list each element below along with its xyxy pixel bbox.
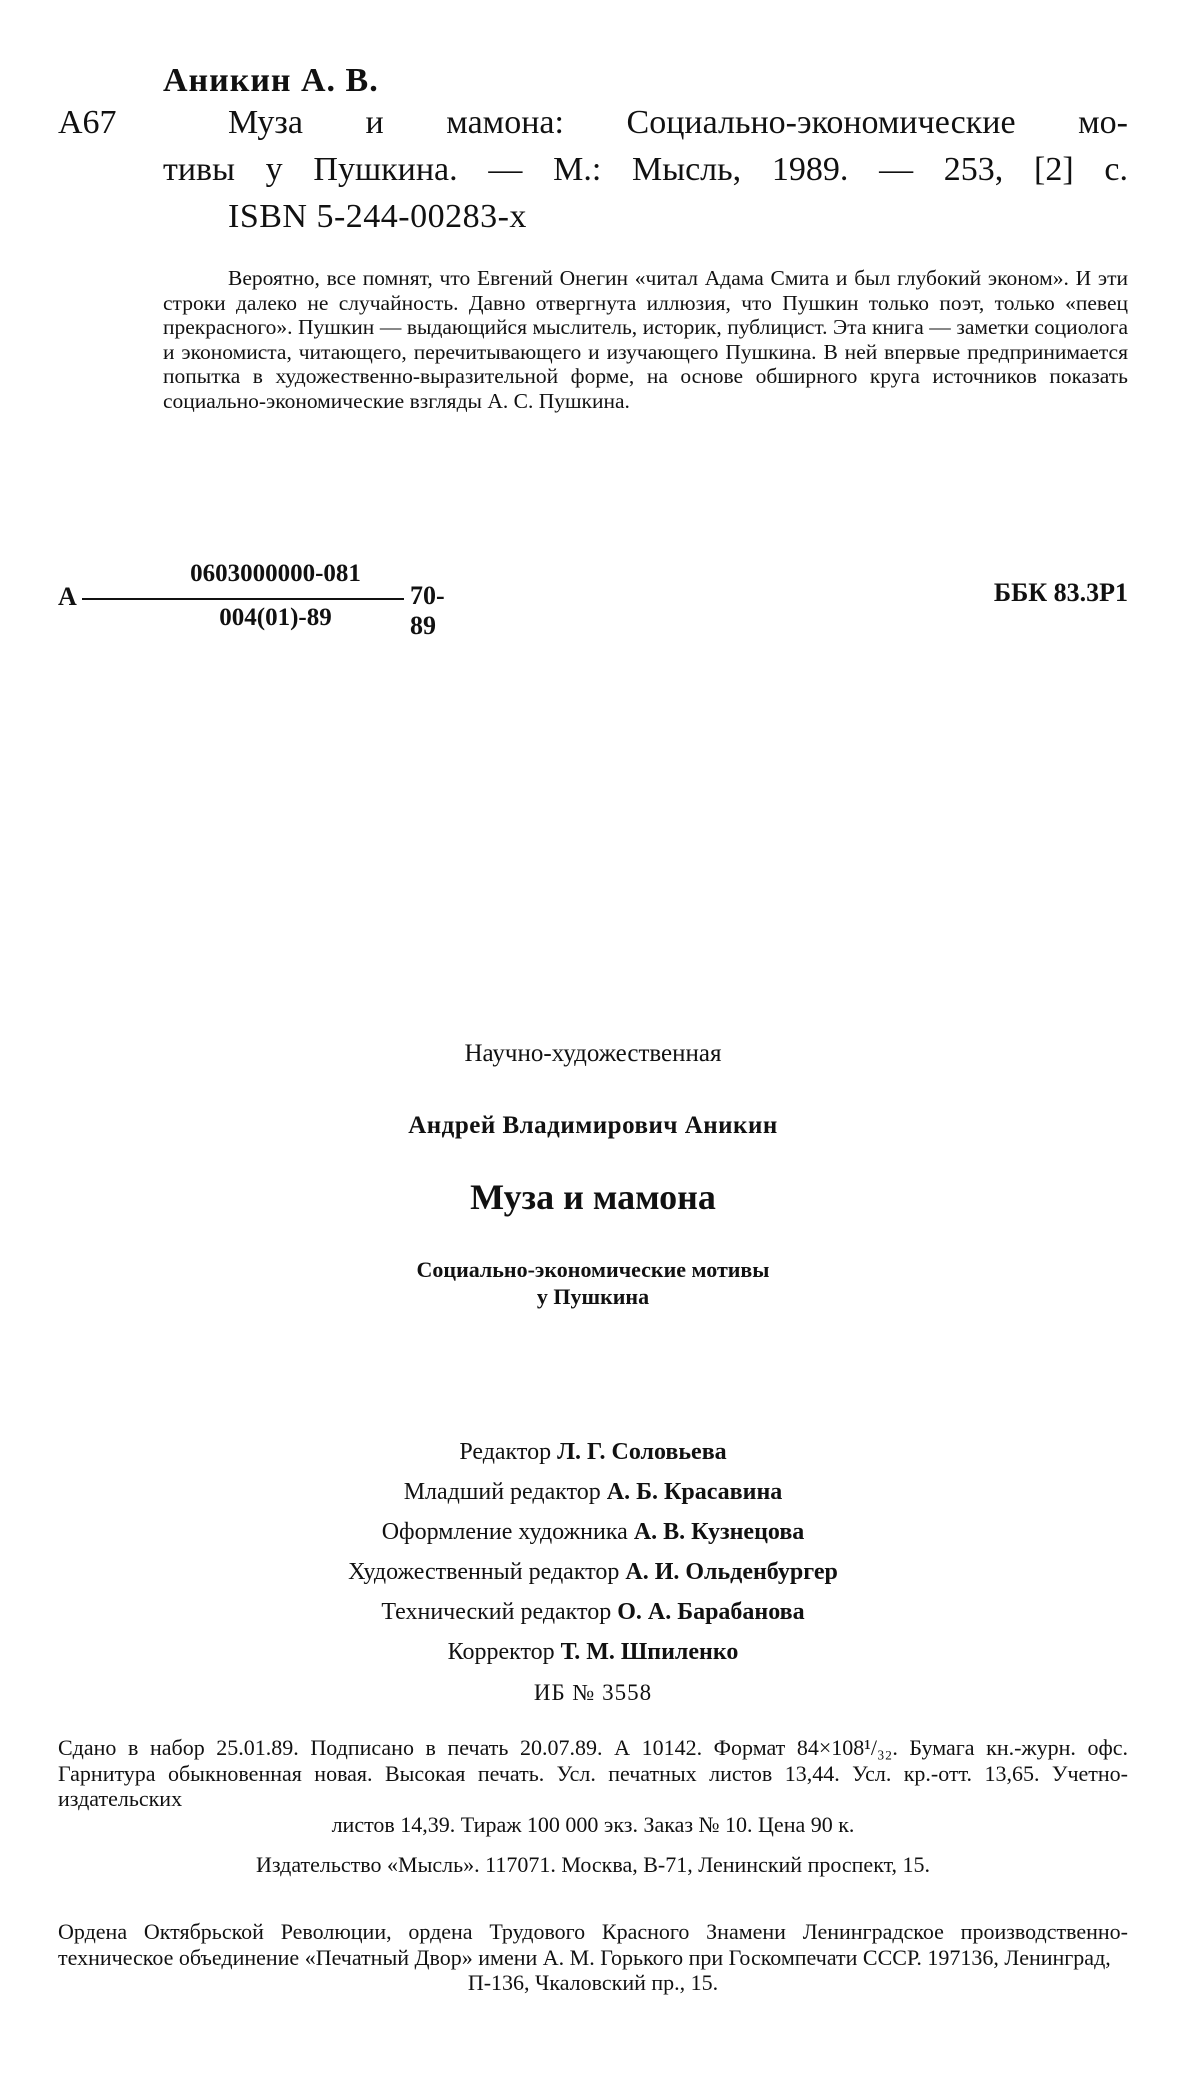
credit-name: Л. Г. Соловьева (557, 1439, 727, 1465)
credit-role: Технический редактор (381, 1599, 612, 1625)
fraction-suffix: 70-89 (410, 581, 445, 640)
book-title: Муза и мамона (470, 1177, 716, 1217)
classification-fraction (58, 560, 458, 640)
bbk-code: ББК 83.3Р1 (993, 578, 1128, 607)
credit-role: Младший редактор (403, 1479, 601, 1505)
printer-info (58, 1919, 1128, 1996)
print-specs-text: Сдано в набор 25.01.89. Подписано в печать 20.07.89. А 10142. Формат 84×108¹/₃₂. Бумага кн.-журн. офс. Гарнитура обыкновенная новая. Высокая печать. Усл. печатных листов 13,44. Усл. кр.-отт. 13,65. Учетно-издательских (58, 1735, 1128, 1811)
subtitle-line-1: Социально-экономические мотивы (416, 1257, 770, 1282)
credit-row (58, 1472, 1128, 1512)
credit-role: Редактор (459, 1439, 552, 1465)
credit-name: О. А. Барабанова (617, 1599, 805, 1625)
credit-role: Художественный редактор (348, 1559, 620, 1585)
genre: Научно-художественная (464, 1040, 722, 1067)
printer-info-text: Ордена Октябрьской Революции, ордена Трудового Красного Знамени Ленинградское производственно-техническое объединение «Печатный Двор» имени А. М. Горького при Госкомпечати СССР. 197136, Ленинград, (58, 1919, 1128, 1970)
card-title-line-2: тивы у Пушкина. — М.: Мысль, 1989. — 253, [2] с. (163, 151, 1128, 188)
full-author-name: Андрей Владимирович Аникин (408, 1112, 778, 1139)
credit-name: Т. М. Шпиленко (560, 1639, 739, 1665)
fraction-denominator: 004(01)-89 (219, 604, 332, 631)
print-specs (58, 1735, 1128, 1837)
isbn: ISBN 5-244-00283-х (228, 198, 527, 235)
print-specs-last-line: листов 14,39. Тираж 100 000 экз. Заказ № 10. Цена 90 к. (331, 1811, 855, 1837)
catalog-code: А67 (58, 104, 117, 141)
card-author: Аникин А. В. (163, 62, 379, 99)
fraction-letter: А (58, 582, 77, 611)
credit-row (58, 1432, 1128, 1472)
publisher-address: Издательство «Мысль». 117071. Москва, В-71, Ленинский проспект, 15. (255, 1852, 931, 1877)
subtitle-line-2: у Пушкина (536, 1284, 650, 1309)
credit-row (58, 1592, 1128, 1632)
credit-name: А. В. Кузнецова (633, 1519, 805, 1545)
ib-number: ИБ № 3558 (533, 1680, 653, 1705)
credit-name: А. Б. Красавина (606, 1479, 783, 1505)
credits-list (58, 1432, 1128, 1672)
credit-name: А. И. Ольденбургер (625, 1559, 838, 1585)
credit-row (58, 1632, 1128, 1672)
fraction-numerator: 0603000000-081 (190, 560, 361, 587)
credit-row (58, 1552, 1128, 1592)
annotation (163, 266, 1128, 413)
fraction-bar (82, 598, 404, 600)
book-subtitle (58, 1256, 1128, 1310)
annotation-text: Вероятно, все помнят, что Евгений Онегин «читал Адама Смита и был глубокий эконом». И эти строки далеко не случайность. Давно отвергнута иллюзия, что Пушкин только поэт, только «певец прекрасного». Пушкин — выдающийся мыслитель, историк, публицист. Эта книга — заметки социолога и экономиста, читающего, перечитывающего и изучающего Пушкина. В ней впервые предпринимается попытка в художественно-выразительной форме, на основе обширного круга источников показать социально-экономические взгляды А. С. Пушкина. (163, 266, 1128, 413)
printer-info-last-line: П-136, Чкаловский пр., 15. (467, 1970, 719, 1995)
credit-role: Корректор (447, 1639, 555, 1665)
card-title-line-1: Муза и мамона: Социально-экономические мо- (228, 104, 1128, 141)
credit-role: Оформление художника (381, 1519, 628, 1545)
credit-row (58, 1512, 1128, 1552)
